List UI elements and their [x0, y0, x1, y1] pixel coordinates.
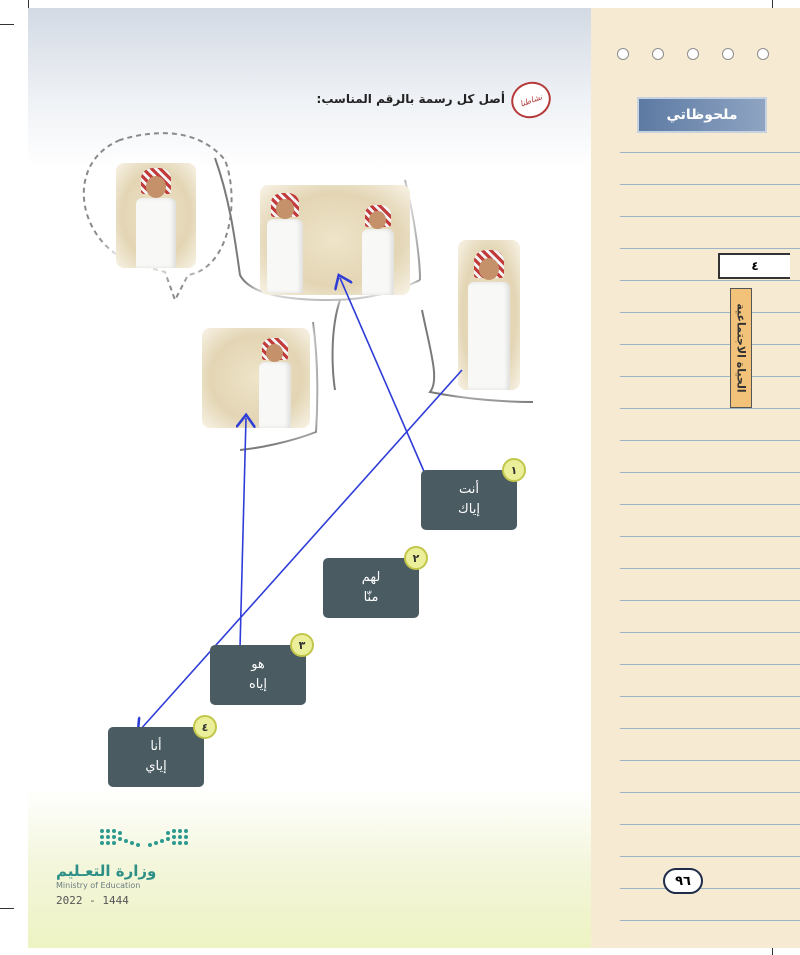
card-line2: إياي [145, 759, 167, 774]
word-card-1[interactable] [421, 470, 517, 530]
page-number: ٩٦ [663, 868, 703, 894]
ministry-name-en: Ministry of Education [56, 881, 141, 890]
ministry-name-ar: وزارة التعـليم [56, 862, 157, 880]
notes-header: ملحوظاتي [637, 97, 767, 133]
card-line2: إياه [249, 677, 268, 692]
card-line1: هو [251, 657, 265, 672]
card-line1: أنت [459, 482, 479, 497]
card-line2: إياك [458, 502, 480, 517]
card-line2: منّا [363, 590, 379, 605]
word-card-3[interactable] [210, 645, 306, 705]
academic-year: 2022 - 1444 [56, 894, 129, 907]
chapter-number: ٤ [718, 253, 790, 279]
word-card-2[interactable] [323, 558, 419, 618]
card-line1: لهم [361, 570, 381, 585]
ministry-logo-icon [94, 825, 194, 851]
word-card-4[interactable] [108, 727, 204, 787]
number-badge: ٢ [404, 546, 428, 570]
activity-badge: نشاطنا [506, 76, 556, 124]
card-line1: أنا [150, 739, 162, 754]
number-badge: ٤ [193, 715, 217, 739]
number-badge: ١ [502, 458, 526, 482]
activity-instruction: أصل كل رسمة بالرقم المناسب: [316, 92, 505, 106]
chapter-title: الحياة الاجتماعية [734, 303, 748, 393]
number-badge: ٣ [290, 633, 314, 657]
connector-1 [340, 278, 426, 476]
